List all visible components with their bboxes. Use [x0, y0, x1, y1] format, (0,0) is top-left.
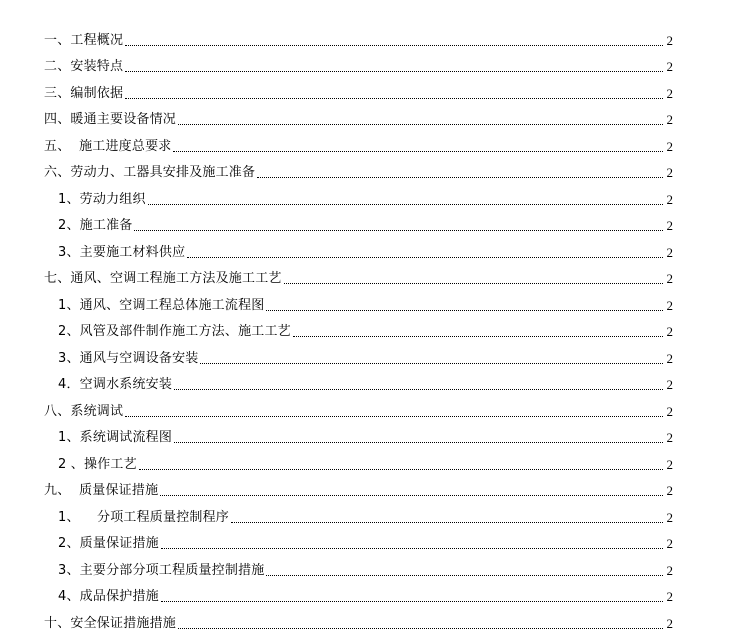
dot-leader [266, 310, 663, 311]
toc-entry-title: 九、 质量保证措施 [44, 483, 159, 498]
dot-leader [178, 124, 663, 125]
dot-leader [125, 416, 663, 417]
toc-entry[interactable] [0, 208, 743, 235]
table-of-contents [0, 22, 743, 632]
dot-leader [125, 45, 663, 46]
toc-entry-page-number: 2 [666, 403, 673, 419]
toc-entry[interactable] [0, 552, 743, 579]
toc-entry-page-number: 2 [666, 324, 673, 339]
toc-entry-title: 1、 分项工程质量控制程序 [58, 509, 230, 525]
toc-entry[interactable] [0, 499, 743, 526]
dot-leader [174, 442, 663, 443]
dot-leader [187, 257, 663, 258]
dot-leader [160, 495, 663, 496]
toc-entry-page-number: 2 [666, 59, 673, 74]
toc-entry-page-number: 2 [666, 562, 673, 578]
toc-entry[interactable] [0, 393, 743, 420]
toc-entry-page-number: 2 [666, 32, 673, 48]
dot-leader [178, 628, 663, 629]
dot-leader [200, 363, 663, 364]
dot-leader [257, 177, 663, 178]
toc-entry[interactable] [0, 181, 743, 208]
toc-entry[interactable] [0, 102, 743, 129]
dot-leader [266, 575, 663, 576]
dot-leader [161, 548, 663, 549]
toc-entry-title: 2、风管及部件制作施工方法、施工工艺 [58, 324, 291, 339]
toc-entry[interactable] [0, 155, 743, 182]
toc-entry-page-number: 2 [666, 615, 673, 631]
toc-entry-title: 2、施工准备 [58, 218, 133, 233]
toc-entry-title: 八、系统调试 [44, 403, 124, 419]
toc-entry-page-number: 2 [666, 218, 673, 233]
toc-entry-title: 十、安全保证措施措施 [44, 615, 177, 631]
toc-entry[interactable] [0, 605, 743, 632]
toc-entry-title: 一、工程概况 [44, 32, 124, 48]
toc-entry-title: 七、通风、空调工程施工方法及施工工艺 [44, 271, 282, 286]
toc-entry-page-number: 2 [666, 85, 673, 101]
toc-entry[interactable] [0, 234, 743, 261]
toc-entry-page-number: 2 [666, 589, 673, 604]
toc-entry[interactable] [0, 340, 743, 367]
toc-entry-title: 3、通风与空调设备安装 [58, 350, 199, 366]
toc-entry-page-number: 2 [666, 138, 673, 154]
toc-entry[interactable] [0, 261, 743, 288]
toc-entry-page-number: 2 [666, 191, 673, 207]
toc-entry-title: 3、主要分部分项工程质量控制措施 [58, 562, 265, 578]
dot-leader [125, 98, 663, 99]
toc-entry-title: 1、系统调试流程图 [58, 430, 173, 445]
toc-entry-page-number: 2 [666, 271, 673, 286]
toc-entry[interactable] [0, 446, 743, 473]
toc-entry-title: 1、通风、空调工程总体施工流程图 [58, 297, 265, 313]
toc-entry[interactable] [0, 49, 743, 76]
dot-leader [139, 469, 663, 470]
toc-entry[interactable] [0, 579, 743, 606]
toc-entry[interactable] [0, 367, 743, 394]
toc-entry-title: 2 、操作工艺 [58, 456, 137, 472]
toc-entry-page-number: 2 [666, 509, 673, 525]
toc-entry-page-number: 2 [666, 536, 673, 551]
dot-leader [161, 601, 663, 602]
dot-leader [174, 389, 663, 390]
toc-entry-page-number: 2 [666, 430, 673, 445]
toc-entry-title: 二、安装特点 [44, 59, 124, 74]
toc-entry[interactable] [0, 420, 743, 447]
dot-leader [231, 522, 663, 523]
dot-leader [125, 71, 663, 72]
toc-entry-title: 六、劳动力、工器具安排及施工准备 [44, 165, 256, 180]
dot-leader [148, 204, 663, 205]
toc-entry-page-number: 2 [666, 377, 673, 392]
dot-leader [293, 336, 663, 337]
dot-leader [173, 151, 663, 152]
toc-entry-page-number: 2 [666, 350, 673, 366]
toc-entry[interactable] [0, 128, 743, 155]
toc-entry[interactable] [0, 314, 743, 341]
toc-entry-page-number: 2 [666, 483, 673, 498]
toc-entry-title: 四、暖通主要设备情况 [44, 112, 177, 127]
toc-entry-title: 4、成品保护措施 [58, 589, 159, 604]
toc-entry-title: 五、 施工进度总要求 [44, 138, 172, 154]
toc-entry-title: 三、编制依据 [44, 85, 124, 101]
toc-entry-page-number: 2 [666, 112, 673, 127]
toc-entry[interactable] [0, 287, 743, 314]
toc-entry[interactable] [0, 22, 743, 49]
toc-entry-page-number: 2 [666, 165, 673, 180]
toc-entry-page-number: 2 [666, 297, 673, 313]
toc-entry-title: 4．空调水系统安装 [58, 377, 173, 392]
toc-entry-page-number: 2 [666, 244, 673, 260]
toc-entry[interactable] [0, 473, 743, 500]
toc-entry[interactable] [0, 75, 743, 102]
dot-leader [134, 230, 663, 231]
toc-entry-title: 1、劳动力组织 [58, 191, 146, 207]
toc-entry-title: 2、质量保证措施 [58, 536, 159, 551]
dot-leader [284, 283, 663, 284]
toc-entry-title: 3、主要施工材料供应 [58, 244, 186, 260]
toc-entry-page-number: 2 [666, 456, 673, 472]
toc-entry[interactable] [0, 526, 743, 553]
